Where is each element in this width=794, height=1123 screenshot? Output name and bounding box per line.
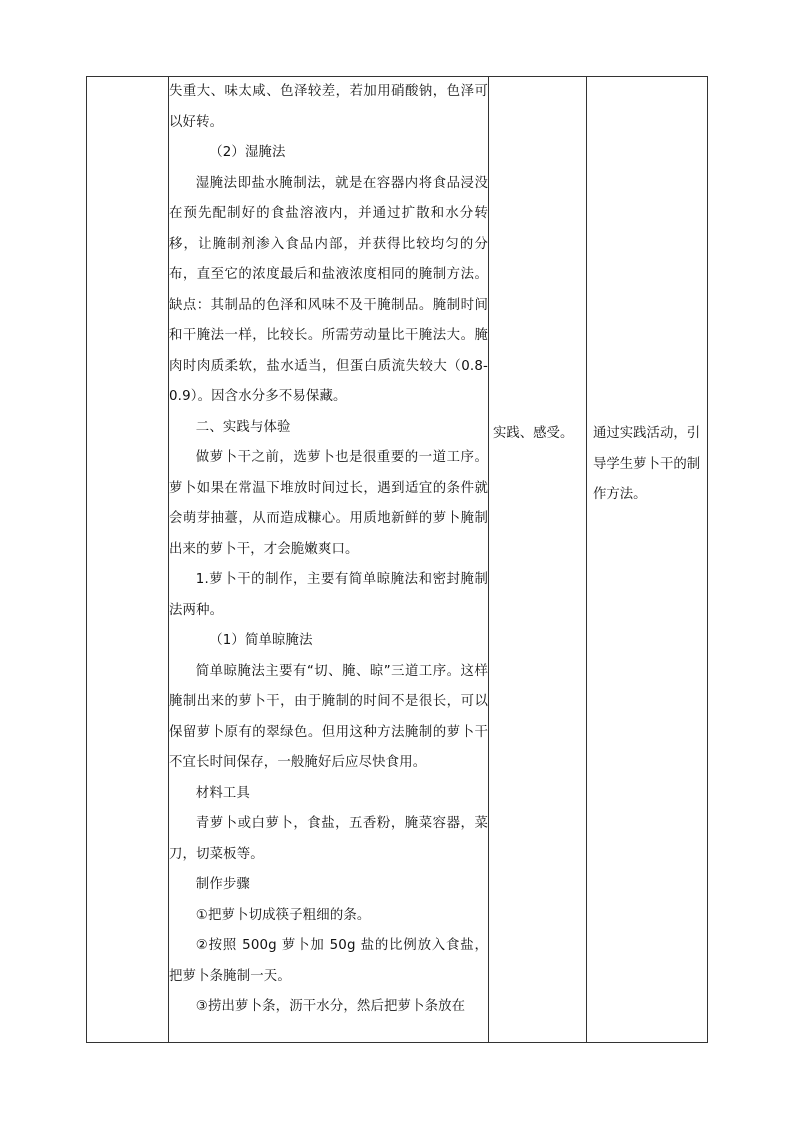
student-activity-text: 实践、感受。	[493, 426, 574, 441]
step-item: ③捞出萝卜条，沥干水分，然后把萝卜条放在	[195, 999, 466, 1014]
teaching-content-cell	[169, 77, 489, 1043]
content-paragraph: 1.萝卜干的制作，主要有简单晾腌法和密封腌制法两种。	[169, 572, 488, 618]
content-paragraph: 青萝卜或白萝卜，食盐，五香粉，腌菜容器，菜刀，切菜板等。	[169, 816, 488, 862]
design-intent-cell	[587, 77, 708, 1043]
content-paragraph: 湿腌法即盐水腌制法，就是在容器内将食品浸没在预先配制好的食盐溶液内，并通过扩散和水分转移，让腌制剂渗入食品内部，并获得比较均匀的分布，直至它的浓度最后和盐液浓度相同的腌制方法。缺点：其制品的色泽和风味不及干腌制品。腌制时间和干腌法一样，比较长。所需劳动量比干腌法大。腌肉时肉质柔软，盐水适当，但蛋白质流失较大（0.8-0.9）。因含水分多不易保藏。	[169, 175, 488, 404]
lesson-plan-table	[86, 76, 708, 1043]
section-heading-practice: 二、实践与体验	[195, 419, 291, 435]
subheading-wet-pickling: （2）湿腌法	[209, 145, 286, 160]
step-item: ①把萝卜切成筷子粗细的条。	[195, 907, 371, 923]
subheading-simple-method: （1）简单晾腌法	[209, 633, 313, 648]
table-row	[87, 77, 708, 1043]
stage-cell	[87, 77, 169, 1043]
step-item: ②按照 500g 萝卜加 50g 盐的比例放入食盐，把萝卜条腌制一天。	[169, 938, 488, 984]
content-paragraph: 简单晾腌法主要有“切、腌、晾”三道工序。这样腌制出来的萝卜干，由于腌制的时间不是很长，可以保留萝卜原有的翠绿色。但用这种方法腌制的萝卜干不宜长时间保存，一般腌好后应尽快食用。	[169, 663, 488, 770]
design-intent-text: 通过实践活动，引导学生萝卜干的制作方法。	[593, 426, 701, 502]
subheading-steps: 制作步骤	[195, 877, 250, 892]
student-activity-cell	[489, 77, 587, 1043]
content-paragraph: 失重大、味太咸、色泽较差，若加用硝酸钠，色泽可以好转。	[169, 84, 488, 130]
subheading-materials: 材料工具	[195, 785, 250, 801]
content-paragraph: 做萝卜干之前，选萝卜也是很重要的一道工序。萝卜如果在常温下堆放时间过长，遇到适宜的条件就会萌芽抽薹，从而造成糠心。用质地新鲜的萝卜腌制出来的萝卜干，才会脆嫩爽口。	[169, 450, 488, 557]
